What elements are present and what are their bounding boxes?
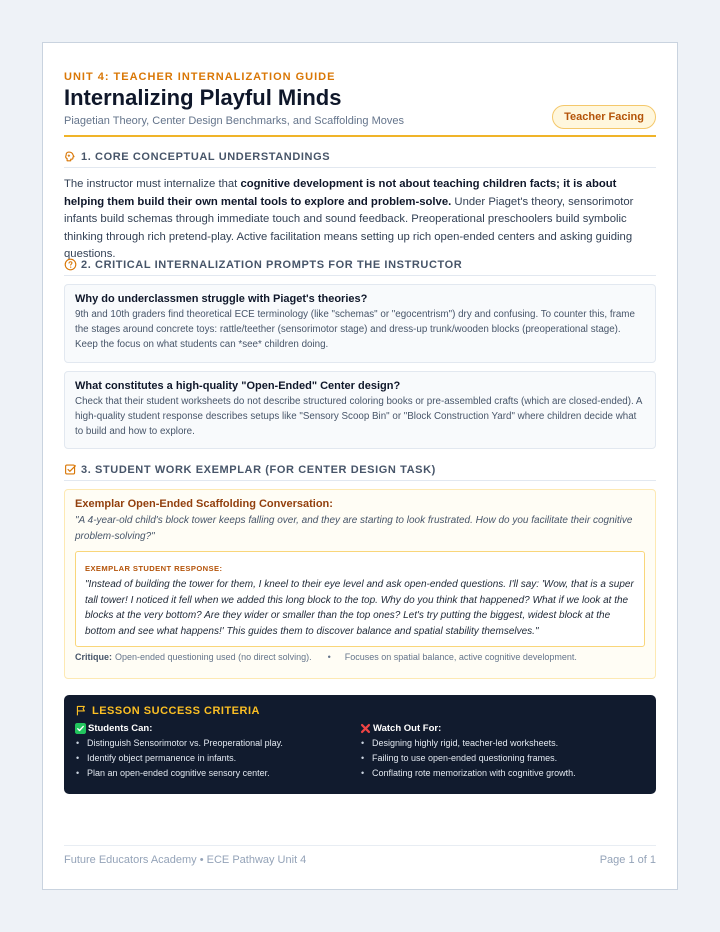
document-title: Internalizing Playful Minds [64,85,342,110]
checkbox-icon [64,463,77,476]
page-number: Page 1 of 1 [599,854,656,866]
section-core-title: 1. CORE CONCEPTUAL UNDERSTANDINGS [81,150,331,163]
exemplar-critique [75,652,645,662]
prompt-answer: Check that their student worksheets do not describe structured coloring books or pre-assembled crafts (which are closed-ended). A high-quality student response describes setups like "Sensory Scoop Bin" or "Block Construction Yard" where children decide what to build and how to explore. [75,396,642,437]
list-item: • Plan an open-ended cognitive sensory center. [75,766,360,781]
critique-label: Critique: [75,652,112,662]
prompt-question: Why do underclassmen struggle with Piaget's theories? [75,293,368,305]
prompt-card [64,284,656,363]
watch-out-column [360,723,645,781]
unit-label: UNIT 4: TEACHER INTERNALIZATION GUIDE [64,71,336,83]
section-exemplar-heading [64,463,656,481]
students-can-heading [75,723,360,734]
section-prompts-title: 2. CRITICAL INTERNALIZATION PROMPTS FOR THE INSTRUCTOR [81,258,463,271]
section-prompts-heading [64,258,656,276]
section-exemplar-title: 3. STUDENT WORK EXEMPLAR (FOR CENTER DESIGN TASK) [81,463,436,476]
brain-icon [64,150,77,163]
list-item: • Failing to use open-ended questioning frames. [360,751,645,766]
list-item: • Designing highly rigid, teacher-led worksheets. [360,736,645,751]
watch-out-label: Watch Out For: [373,723,442,734]
core-paragraph [64,176,656,264]
core-text-emphasis: cognitive development is not about teaching children facts; it is about helping them build their own mental tools to explore and problem-solve. [64,178,617,208]
question-circle-icon [64,258,77,271]
criteria-title: LESSON SUCCESS CRITERIA [92,704,260,717]
section-core-heading [64,150,656,168]
exemplar-response-label: EXEMPLAR STUDENT RESPONSE: [85,564,223,573]
check-mark-icon [75,723,86,734]
exemplar-scenario: "A 4-year-old child's block tower keeps falling over, and they are starting to look frustrated. How do you facilitate their cognitive problem-solving?" [75,515,633,542]
exemplar-box [64,489,656,679]
success-criteria-panel [64,695,656,794]
exemplar-response-box [75,551,645,647]
students-can-list [75,736,360,781]
core-text-body: Under Piaget's theory, sensorimotor infants build schemas through immediate touch and sound feedback. Preoperational preschoolers build symbolic thinking through rich pretend-play. Active facilitation means setting up rich open-ended centers and asking guiding questions. [64,195,634,260]
critique-separator: • [327,652,331,662]
prompt-card [64,371,656,449]
students-can-column [75,723,360,781]
watch-out-list [360,736,645,781]
cross-mark-icon [360,723,371,734]
document-page [42,42,678,890]
footer-text: Future Educators Academy • ECE Pathway Unit 4 [64,854,307,866]
exemplar-title: Exemplar Open-Ended Scaffolding Conversation: [75,498,333,510]
header-divider [64,135,656,137]
exemplar-response-text: "Instead of building the tower for them, I kneel to their eye level and ask open-ended questions. I'll say: 'Wow, that is a super tall tower! I noticed it fell when we added this long block to the top. Why do you think that happened? What if we look at the blocks at the very bottom? Are they wider or smaller than the top ones? Let's try putting the biggest, widest block at the bottom and see what happens!' This guides them to discover balance and spatial stability themselves." [85,579,634,637]
criteria-heading [75,704,645,717]
students-can-label: Students Can: [88,723,153,734]
list-item: • Conflating rote memorization with cognitive growth. [360,766,645,781]
list-item: • Identify object permanence in infants. [75,751,360,766]
core-text-lead: The instructor must internalize that [64,178,241,190]
prompt-answer: 9th and 10th graders find theoretical ECE terminology (like "schemas" or "egocentrism") dry and confusing. To counter this, frame the stages around concrete toys: rattle/teether (sensorimotor stage) and dress-up trunk/wooden blocks (preoperational stage). Keep the focus on what students can *see* children doing. [75,309,635,350]
watch-out-heading [360,723,645,734]
critique-point: Focuses on spatial balance, active cognitive development. [344,652,577,662]
critique-point: Open-ended questioning used (no direct solving). [115,652,312,662]
audience-badge: Teacher Facing [552,105,656,129]
prompt-question: What constitutes a high-quality "Open-Ended" Center design? [75,380,401,392]
list-item: • Distinguish Sensorimotor vs. Preoperational play. [75,736,360,751]
document-subtitle: Piagetian Theory, Center Design Benchmarks, and Scaffolding Moves [64,115,404,127]
flag-icon [75,704,88,717]
footer-divider [64,845,656,846]
